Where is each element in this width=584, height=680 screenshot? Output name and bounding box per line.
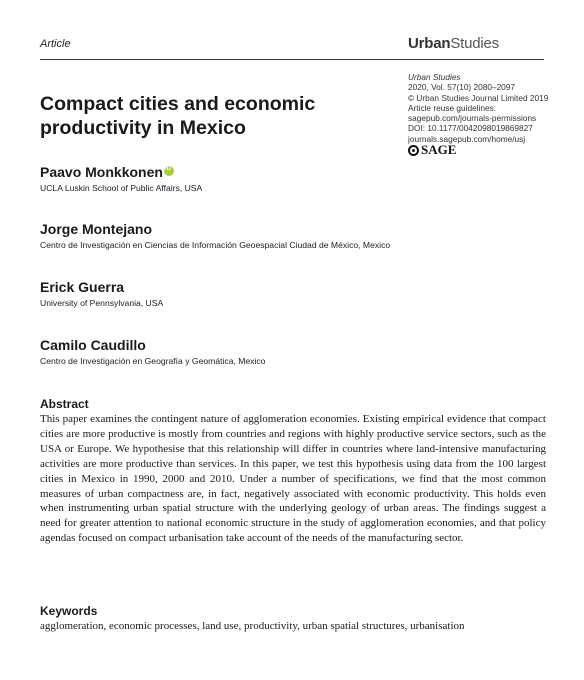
author-name-text: Paavo Monkkonen [40, 164, 163, 180]
author-block [40, 164, 202, 193]
article-title: Compact cities and economic productivity in Mexico [40, 93, 316, 139]
publisher-name: SAGE [421, 142, 457, 158]
meta-journal-url[interactable]: journals.sagepub.com/home/usj [408, 133, 526, 144]
orcid-icon[interactable] [164, 166, 174, 176]
journal-logo [408, 35, 499, 52]
meta-journal: Urban Studies [408, 72, 461, 82]
meta-copyright: © Urban Studies Journal Limited 2019 [408, 92, 549, 103]
author-affiliation: Centro de Investigación en Ciencias de Información Geoespacial Ciudad de México, Mexico [40, 240, 391, 250]
author-affiliation: UCLA Luskin School of Public Affairs, USA [40, 183, 203, 193]
author-block [40, 279, 163, 308]
meta-reuse-label: Article reuse guidelines: [408, 102, 497, 113]
author-name: Erick Guerra [40, 279, 125, 295]
keywords-heading: Keywords [40, 604, 98, 618]
meta-reuse-link[interactable]: sagepub.com/journals-permissions [408, 113, 537, 124]
publisher-logo [408, 142, 578, 158]
header-rule [40, 59, 544, 60]
journal-logo-light: Studies [450, 35, 499, 52]
article-type-label: Article [40, 38, 71, 50]
author-name: Jorge Montejano [40, 221, 153, 237]
author-block [40, 221, 390, 250]
author-affiliation: Centro de Investigación en Geografía y Geomática, Mexico [40, 356, 266, 366]
abstract-text: This paper examines the contingent nature of agglomeration economies. Existing empirical evidence that compact cities are more productive is mostly from countries and regions with highly productive service sectors, such as the USA or Europe. We hypothesise that this relationship will differ in countries where land-intensive manufacturing activities are more productive than services. In this paper, we test this hypothesis using data from the 100 largest cities in Mexico in 1990, 2000 and 2010. Under a number of specifications, we find that the most common measures of urban compactness are, in fact, negatively associated with economic productivity. This holds even when instrumenting urban spatial structure with the underlying geology of urban areas. The findings suggest a need for greater attention to national economic structure in the study of agglomeration economies, and that policy agendas focused on compact urbanisation take account of the needs of the manufacturing sector. [40, 413, 546, 545]
abstract-heading: Abstract [40, 397, 89, 411]
journal-logo-bold: Urban [408, 35, 451, 52]
sage-icon [408, 145, 419, 156]
author-name: Camilo Caudillo [40, 337, 146, 353]
meta-volume: 2020, Vol. 57(10) 2080–2097 [408, 82, 516, 93]
author-name [40, 164, 202, 180]
author-block [40, 337, 265, 366]
keywords-text: agglomeration, economic processes, land use, productivity, urban spatial structures, urbanisation [40, 620, 465, 632]
author-affiliation: University of Pennsylvania, USA [40, 298, 164, 308]
publication-meta [408, 72, 578, 156]
meta-doi[interactable]: DOI: 10.1177/0042098019869827 [408, 123, 533, 134]
